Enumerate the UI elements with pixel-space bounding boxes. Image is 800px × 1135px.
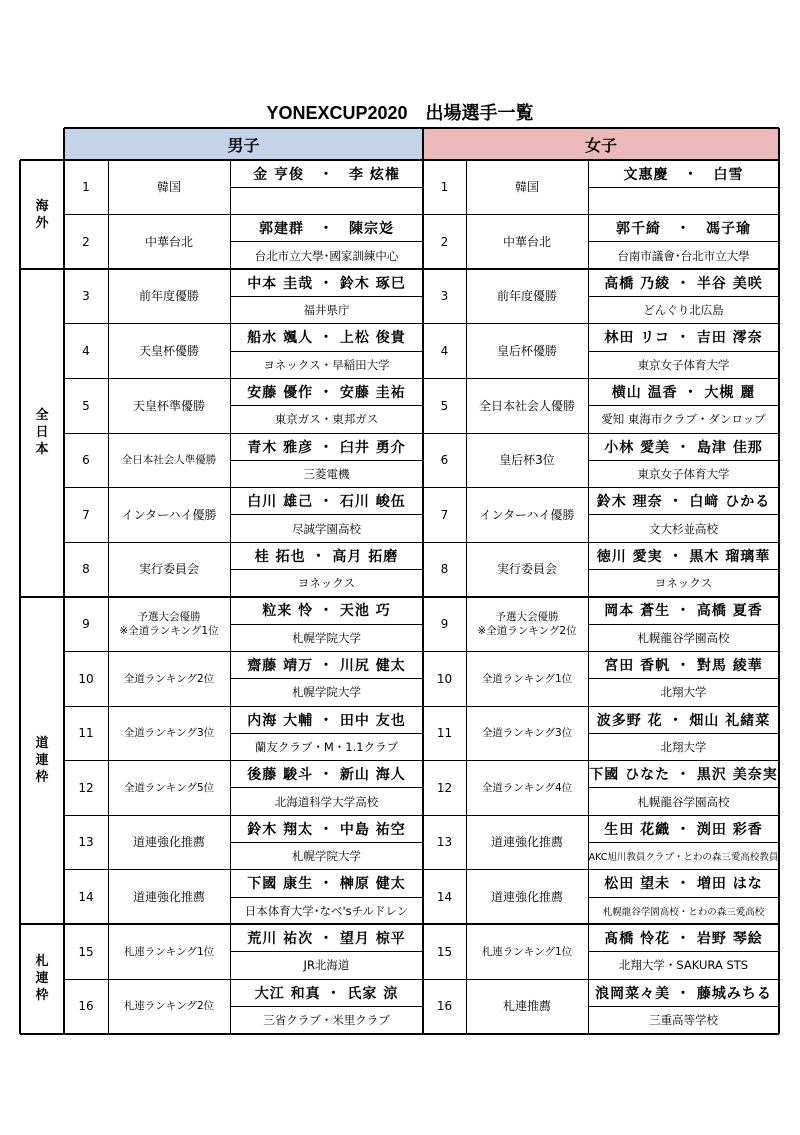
grid-line <box>588 241 779 242</box>
women-affiliation: 札幌龍谷学園高校 <box>637 794 730 809</box>
women-header: 女子 <box>423 128 779 160</box>
grid-line <box>64 433 423 434</box>
grid-line <box>423 869 779 870</box>
men-entry-number: 5 <box>82 398 90 413</box>
group-separator <box>20 268 779 270</box>
women-player-names: 下國 ひなた ・ 黒沢 美奈実 <box>589 767 778 784</box>
grid-line <box>588 569 779 570</box>
women-category-note: ※全道ランキング2位 <box>477 625 577 638</box>
grid-line <box>588 787 779 788</box>
grid-line <box>423 378 779 379</box>
table-left-border <box>19 160 21 1034</box>
grid-line <box>423 760 779 761</box>
men-entry-number: 8 <box>82 562 90 577</box>
women-entry-number: 5 <box>440 398 449 413</box>
women-category <box>466 597 588 652</box>
men-category: 全道ランキング2位 <box>123 672 215 685</box>
men-entry-number: 6 <box>82 453 90 468</box>
men-affiliation: 台北市立大學･國家訓練中心 <box>254 248 399 263</box>
grid-line <box>588 160 589 1034</box>
grid-line <box>63 128 65 1034</box>
women-category: 全道ランキング4位 <box>481 781 573 794</box>
men-category <box>108 597 230 652</box>
women-player-names: 文惠慶 ・ 白雪 <box>623 166 744 183</box>
women-player-names: 髙橋 怜花 ・ 岩野 琴絵 <box>604 931 763 948</box>
women-affiliation: 札幌龍谷学園高校・とわの森三愛高校 <box>602 906 765 918</box>
women-affiliation: 文大杉並高校 <box>649 521 718 536</box>
women-category: 前年度優勝 <box>496 289 557 304</box>
women-player-names: 波多野 花 ・ 畑山 礼緒菜 <box>596 712 771 729</box>
grid-line <box>588 624 779 625</box>
group-label: 全 日 本 <box>35 408 49 458</box>
grid-line <box>588 733 779 734</box>
grid-line <box>230 296 423 297</box>
men-affiliation: 東京ガス・東邦ガス <box>274 412 379 427</box>
grid-line <box>588 842 779 843</box>
women-affiliation: 札幌龍谷学園高校 <box>637 630 730 645</box>
men-category: 韓国 <box>156 180 181 195</box>
men-category: 全道ランキング3位 <box>123 727 215 740</box>
men-entry-number: 2 <box>82 234 90 249</box>
men-category: インターハイ優勝 <box>121 507 217 522</box>
women-affiliation: 東京女子体育大学 <box>637 466 730 481</box>
men-entry-number: 9 <box>82 617 90 632</box>
women-entry-number: 13 <box>436 835 453 850</box>
men-affiliation: 尽誠学園高校 <box>292 521 361 536</box>
group-label: 海 外 <box>35 198 49 231</box>
grid-line <box>64 979 423 980</box>
grid-line <box>230 951 423 952</box>
grid-line <box>230 351 423 352</box>
table-right-border <box>778 128 780 1034</box>
men-entry-number: 13 <box>78 835 94 850</box>
grid-line <box>423 651 779 652</box>
grid-line <box>423 487 779 488</box>
women-affiliation: 愛知 東海市クラブ・ダンロップ <box>601 412 766 427</box>
women-player-names: 小林 愛美 ・ 島津 佳那 <box>604 439 763 456</box>
women-category: 全日本社会人優勝 <box>478 398 575 413</box>
grid-line <box>423 542 779 543</box>
grid-line <box>423 214 779 215</box>
women-entry-number: 14 <box>436 890 453 905</box>
women-category: 皇后杯優勝 <box>496 344 557 359</box>
women-affiliation: ヨネックス <box>654 576 713 591</box>
grid-line <box>423 979 779 980</box>
grid-line <box>588 678 779 679</box>
grid-line <box>64 651 423 652</box>
grid-line <box>230 678 423 679</box>
men-affiliation: 蘭友クラブ・M・1.1クラブ <box>254 739 399 754</box>
women-player-names: 浪岡菜々美 ・ 藤城みちる <box>595 985 772 1002</box>
grid-line <box>64 323 423 324</box>
men-affiliation: 日本体育大学･なべ'sチルドレン <box>244 903 409 918</box>
men-category: 天皇杯優勝 <box>138 344 199 359</box>
women-category: インターハイ優勝 <box>479 507 575 522</box>
women-player-names: 郭千綺 ・ 馮子瑜 <box>616 221 751 238</box>
grid-line <box>64 487 423 488</box>
women-entry-number: 9 <box>440 617 449 632</box>
women-category: 中華台北 <box>502 234 551 249</box>
grid-line <box>588 187 779 188</box>
women-affiliation <box>588 187 779 214</box>
grid-line <box>588 1006 779 1007</box>
men-category: 全道ランキング5位 <box>123 781 215 794</box>
men-entry-number: 15 <box>78 944 94 959</box>
women-entry-number: 6 <box>440 453 449 468</box>
men-player-names: 粒来 怜 ・ 天池 巧 <box>262 603 391 620</box>
men-entry-number: 1 <box>82 180 90 195</box>
grid-line <box>230 460 423 461</box>
men-category: 実行委員会 <box>138 562 199 577</box>
men-women-divider <box>422 128 424 1034</box>
men-player-names: 白川 雄己 ・ 石川 峻伍 <box>247 494 406 511</box>
men-player-names: 内海 大輔 ・ 田中 友也 <box>247 712 406 729</box>
women-entry-number: 11 <box>436 726 453 741</box>
grid-line <box>588 405 779 406</box>
grid-line <box>230 1006 423 1007</box>
women-affiliation: 北翔大学 <box>660 685 707 700</box>
women-category: 実行委員会 <box>496 562 557 577</box>
women-category: 札連推薦 <box>502 999 551 1014</box>
women-affiliation: 東京女子体育大学 <box>637 357 730 372</box>
men-category: 天皇杯準優勝 <box>132 398 205 413</box>
men-affiliation: 三省クラブ・米里クラブ <box>263 1012 390 1027</box>
men-affiliation: JR北海道 <box>303 958 350 973</box>
men-affiliation: 北海道科学大学高校 <box>274 794 379 809</box>
women-category: 皇后杯3位 <box>499 453 555 468</box>
men-category: 道連強化推薦 <box>132 835 205 850</box>
women-player-names: 松田 望未 ・ 増田 はな <box>604 876 763 893</box>
grid-line <box>230 569 423 570</box>
women-entry-number: 8 <box>440 562 449 577</box>
men-affiliation: 札幌学院大学 <box>292 685 361 700</box>
men-category: 全日本社会人準優勝 <box>121 454 217 467</box>
men-entry-number: 10 <box>78 671 94 686</box>
grid-line <box>588 897 779 898</box>
men-player-names: 桂 拓也 ・ 高月 拓磨 <box>254 548 399 565</box>
men-affiliation: 三菱電機 <box>303 466 350 481</box>
group-label: 道 連 枠 <box>35 736 49 786</box>
women-entry-number: 16 <box>436 999 453 1014</box>
men-affiliation: ヨネックス・早稲田大学 <box>263 357 390 372</box>
men-player-names: 齋藤 靖万 ・ 川尻 健太 <box>247 658 406 675</box>
grid-line <box>230 405 423 406</box>
women-player-names: 宮田 香帆 ・ 對馬 綾華 <box>604 658 763 675</box>
grid-line <box>64 760 423 761</box>
women-category: 道連強化推薦 <box>490 835 563 850</box>
men-category: 中華台北 <box>144 234 193 249</box>
grid-line <box>230 241 423 242</box>
grid-line <box>108 160 109 1034</box>
group-label: 札 連 枠 <box>35 954 49 1004</box>
men-player-names: 青木 雅彦 ・ 臼井 勇介 <box>247 439 406 456</box>
table-bottom-border <box>20 1033 779 1035</box>
grid-line <box>230 187 423 188</box>
men-affiliation: 福井県庁 <box>303 303 350 318</box>
women-player-names: 横山 温香 ・ 大槻 麗 <box>611 385 756 402</box>
men-affiliation: ヨネックス <box>297 576 356 591</box>
group-separator <box>20 923 779 925</box>
men-player-names: 鈴木 翔太 ・ 中島 祐空 <box>247 821 406 838</box>
women-entry-number: 1 <box>440 180 449 195</box>
men-affiliation <box>230 187 423 214</box>
women-entry-number: 4 <box>440 344 449 359</box>
grid-line <box>64 542 423 543</box>
women-entry-number: 2 <box>440 234 449 249</box>
women-player-names: 生田 花織 ・ 渕田 彩香 <box>604 821 763 838</box>
grid-line <box>588 514 779 515</box>
women-player-names: 鈴木 理奈 ・ 白﨑 ひかる <box>596 494 771 511</box>
men-entry-number: 11 <box>78 726 94 741</box>
women-affiliation: 三重高等学校 <box>649 1012 718 1027</box>
grid-line <box>64 378 423 379</box>
women-affiliation: どんぐり北広島 <box>643 303 724 318</box>
women-entry-number: 15 <box>436 944 453 959</box>
grid-line <box>423 815 779 816</box>
page-title: YONEXCUP2020 出場選手一覧 <box>266 103 534 123</box>
men-player-names: 安藤 優作 ・ 安藤 圭祐 <box>247 385 406 402</box>
women-category: 道連強化推薦 <box>490 890 563 905</box>
women-category-line: 予選大会優勝 <box>495 611 559 624</box>
men-category-note: ※全道ランキング1位 <box>119 625 219 638</box>
women-category: 韓国 <box>514 180 539 195</box>
men-player-names: 船水 颯人 ・ 上松 俊貴 <box>247 330 406 347</box>
men-player-names: 大江 和真 ・ 氏家 涼 <box>254 985 399 1002</box>
women-affiliation: 北翔大学 <box>660 739 707 754</box>
men-entry-number: 3 <box>82 289 90 304</box>
men-entry-number: 7 <box>82 507 90 522</box>
women-entry-number: 10 <box>436 671 453 686</box>
women-player-names: 岡本 蒼生 ・ 高橋 夏香 <box>604 603 763 620</box>
women-category: 全道ランキング1位 <box>481 672 573 685</box>
men-player-names: 荒川 祐次 ・ 望月 椋平 <box>247 931 406 948</box>
men-player-names: 金 亨俊 ・ 李 炫権 <box>253 166 400 183</box>
grid-line <box>230 160 231 1034</box>
women-player-names: 高橋 乃綾 ・ 半谷 美咲 <box>604 275 763 292</box>
men-entry-number: 4 <box>82 344 90 359</box>
men-category: 道連強化推薦 <box>132 890 205 905</box>
men-player-names: 中本 圭哉 ・ 鈴木 琢巳 <box>247 275 406 292</box>
grid-line <box>230 897 423 898</box>
women-entry-number: 7 <box>440 507 449 522</box>
women-category: 全道ランキング3位 <box>481 727 573 740</box>
men-category: 札連ランキング1位 <box>123 945 215 958</box>
men-entry-number: 12 <box>78 780 94 795</box>
women-entry-number: 3 <box>440 289 449 304</box>
women-affiliation: AKC旭川教員クラブ・とわの森三愛高校教員 <box>588 852 779 864</box>
grid-line <box>64 214 423 215</box>
group-separator <box>20 596 779 598</box>
men-player-names: 下國 康生 ・ 榊原 健太 <box>247 876 406 893</box>
grid-line <box>423 323 779 324</box>
grid-line <box>230 787 423 788</box>
grid-line <box>230 733 423 734</box>
grid-line <box>423 433 779 434</box>
grid-line <box>588 296 779 297</box>
grid-line <box>64 869 423 870</box>
men-category: 前年度優勝 <box>138 289 199 304</box>
men-player-names: 後藤 駿斗 ・ 新山 海人 <box>247 767 406 784</box>
grid-line <box>230 624 423 625</box>
grid-line <box>230 514 423 515</box>
grid-line <box>588 460 779 461</box>
grid-line <box>64 706 423 707</box>
grid-line <box>466 160 467 1034</box>
grid-line <box>423 706 779 707</box>
women-player-names: 徳川 愛実 ・ 黒木 瑠璃華 <box>596 548 771 565</box>
men-header: 男子 <box>64 128 423 160</box>
men-entry-number: 16 <box>78 999 94 1014</box>
men-affiliation: 札幌学院大学 <box>292 849 361 864</box>
men-category: 札連ランキング2位 <box>123 1000 215 1013</box>
grid-line <box>230 842 423 843</box>
men-entry-number: 14 <box>78 890 94 905</box>
women-affiliation: 北翔大学・SAKURA STS <box>618 958 749 973</box>
men-category-line: 予選大会優勝 <box>137 611 201 624</box>
grid-line <box>64 815 423 816</box>
men-affiliation: 札幌学院大学 <box>292 630 361 645</box>
women-category: 札連ランキング1位 <box>481 945 573 958</box>
grid-line <box>588 951 779 952</box>
women-player-names: 林田 リコ ・ 吉田 澪奈 <box>604 330 763 347</box>
women-affiliation: 台南市議會･台北市立大學 <box>617 248 750 263</box>
grid-line <box>588 351 779 352</box>
men-player-names: 郭建群 ・ 陳宗彣 <box>259 221 394 238</box>
header-bottom-border <box>20 159 779 161</box>
women-entry-number: 12 <box>436 780 453 795</box>
